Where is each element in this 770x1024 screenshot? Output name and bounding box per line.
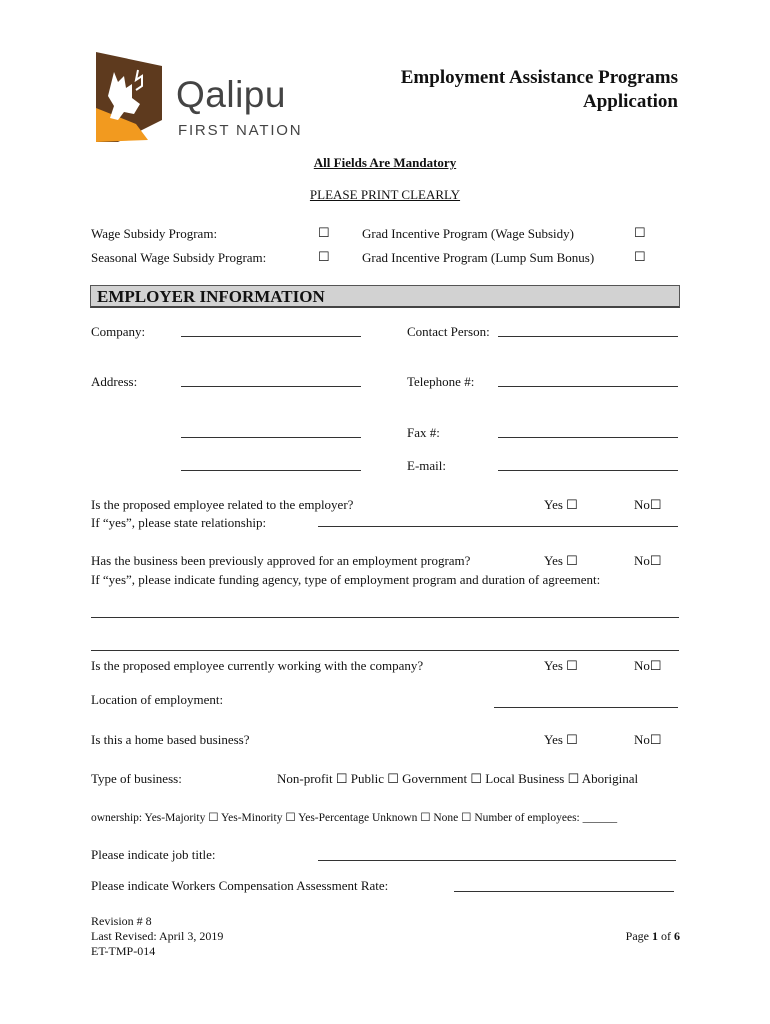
form-title-line2: Application [582,91,678,112]
approved-details-field-2[interactable] [91,650,679,651]
working-yes-checkbox[interactable]: Yes ☐ [544,658,578,673]
logo-subtitle: FIRST NATION [178,122,303,139]
page-prefix: Page [625,929,652,943]
logo-name: Qalipu [176,74,286,115]
print-notice: PLEASE PRINT CLEARLY [309,187,461,202]
address-field-2[interactable] [181,437,361,438]
page-total: 6 [674,929,680,943]
ownership-options[interactable]: ownership: Yes-Majority ☐ Yes-Minority ☐ Yes-Percentage Unknown ☐ None ☐ Number of employees: ______ [91,812,618,824]
grad-wage-label: Grad Incentive Program (Wage Subsidy) [362,226,574,241]
approved-no-checkbox[interactable]: No☐ [634,553,662,568]
wage-subsidy-checkbox[interactable]: ☐ [318,225,330,240]
type-business-label: Type of business: [91,771,182,786]
approved-yes-checkbox[interactable]: Yes ☐ [544,553,578,568]
address-field-3[interactable] [181,470,361,471]
business-type-options[interactable]: Non-profit ☐ Public ☐ Government ☐ Local Business ☐ Aboriginal [277,771,639,786]
footer-revision-block [91,914,223,959]
workers-comp-label: Please indicate Workers Compensation Assessment Rate: [91,878,389,893]
logo-emblem-icon [96,52,162,142]
home-based-question: Is this a home based business? [91,732,250,747]
location-field[interactable] [494,707,678,708]
related-question: Is the proposed employee related to the employer? [91,497,354,512]
approved-question: Has the business been previously approved for an employment program? [91,553,471,568]
job-title-label: Please indicate job title: [91,847,216,862]
location-label: Location of employment: [91,692,224,707]
footer-revision: Revision # 8 [91,914,152,928]
seasonal-label: Seasonal Wage Subsidy Program: [91,250,267,265]
home-based-no-checkbox[interactable]: No☐ [634,732,662,747]
page-current: 1 [652,929,658,943]
seasonal-checkbox[interactable]: ☐ [318,249,330,264]
company-label: Company: [91,324,146,339]
telephone-label: Telephone #: [407,374,475,389]
working-question: Is the proposed employee currently working with the company? [91,658,424,673]
telephone-field[interactable] [498,386,678,387]
form-title-line1: Employment Assistance Programs [400,67,678,88]
contact-label: Contact Person: [407,324,490,339]
footer-code: ET-TMP-014 [91,944,156,958]
grad-wage-checkbox[interactable]: ☐ [634,225,646,240]
email-label: E-mail: [407,458,446,473]
workers-comp-field[interactable] [454,891,674,892]
related-yes-checkbox[interactable]: Yes ☐ [544,497,578,512]
grad-lump-label: Grad Incentive Program (Lump Sum Bonus) [362,250,595,265]
form-title [401,66,678,114]
qalipu-logo [96,52,306,142]
mandatory-notice: All Fields Are Mandatory [313,155,457,170]
related-no-checkbox[interactable]: No☐ [634,497,662,512]
fax-label: Fax #: [407,425,440,440]
grad-lump-checkbox[interactable]: ☐ [634,249,646,264]
address-field-1[interactable] [181,386,361,387]
working-no-checkbox[interactable]: No☐ [634,658,662,673]
page-number [626,929,680,944]
footer-last-revised: Last Revised: April 3, 2019 [91,929,224,943]
company-field[interactable] [181,336,361,337]
home-based-yes-checkbox[interactable]: Yes ☐ [544,732,578,747]
related-followup-label: If “yes”, please state relationship: [91,515,267,530]
section-header [90,285,680,308]
approved-followup-label: If “yes”, please indicate funding agency, type of employment program and duration of agreement: [91,572,601,587]
approved-details-field-1[interactable] [91,617,679,618]
address-label: Address: [91,374,138,389]
wage-subsidy-label: Wage Subsidy Program: [91,226,218,241]
job-title-field[interactable] [318,860,676,861]
relationship-field[interactable] [318,526,678,527]
email-field[interactable] [498,470,678,471]
fax-field[interactable] [498,437,678,438]
section-header-label: EMPLOYER INFORMATION [97,287,325,306]
contact-field[interactable] [498,336,678,337]
page-of: of [658,929,674,943]
